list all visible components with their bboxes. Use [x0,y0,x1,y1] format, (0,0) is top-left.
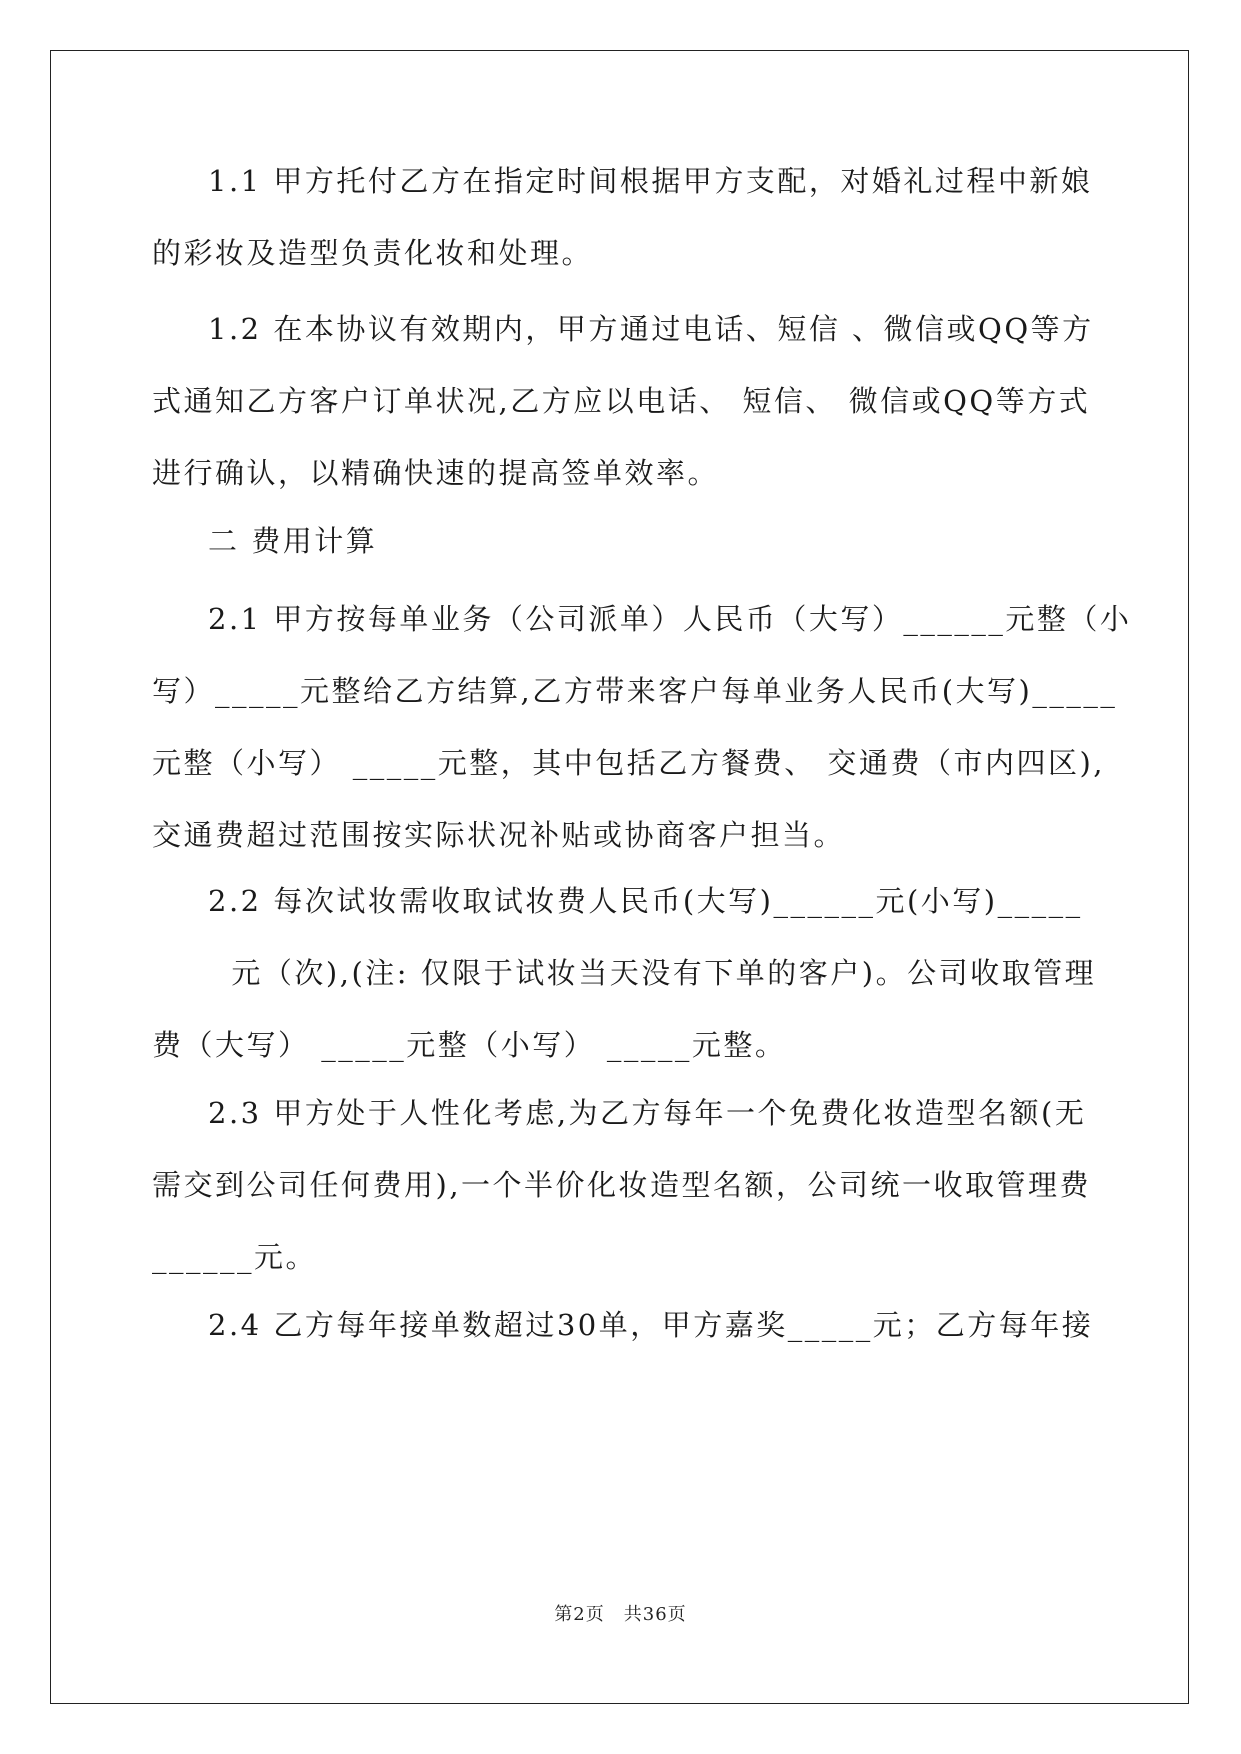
paragraph-line: 元整（小写） _____元整，其中包括乙方餐费、 交通费（市内四区), [152,746,1105,780]
paragraph-line: 2.3 甲方处于人性化考虑,为乙方每年一个免费化妆造型名额(无 [208,1096,1087,1130]
paragraph-line: 需交到公司任何费用),一个半价化妆造型名额，公司统一收取管理费 [152,1168,1092,1202]
paragraph-line: 的彩妆及造型负责化妆和处理。 [152,236,594,270]
paragraph-line: 二 费用计算 [208,524,378,558]
paragraph-line: 元（次),(注: 仅限于试妆当天没有下单的客户)。公司收取管理 [208,956,1097,990]
paragraph-line: 交通费超过范围按实际状况补贴或协商客户担当。 [152,818,846,852]
paragraph-line: 费（大写） _____元整（小写） _____元整。 [152,1028,787,1062]
paragraph-line: 进行确认，以精确快速的提高签单效率。 [152,456,720,490]
paragraph-line: 1.2 在本协议有效期内，甲方通过电话、短信 、微信或QQ等方 [208,312,1094,346]
paragraph-line: 1.1 甲方托付乙方在指定时间根据甲方支配，对婚礼过程中新娘 [208,164,1093,198]
paragraph-line: 2.2 每次试妆需收取试妆费人民币(大写)______元(小写)_____ [208,884,1083,918]
paragraph-line: 2.4 乙方每年接单数超过30单，甲方嘉奖_____元；乙方每年接 [208,1308,1094,1342]
page-footer: 第2页 共36页 [554,1604,687,1625]
paragraph-line: ______元。 [152,1240,318,1274]
paragraph-line: 式通知乙方客户订单状况,乙方应以电话、 短信、 微信或QQ等方式 [152,384,1091,418]
paragraph-line: 2.1 甲方按每单业务（公司派单）人民币（大写）______元整（小 [208,602,1132,636]
paragraph-line: 写）_____元整给乙方结算,乙方带来客户每单业务人民币(大写)_____ [152,674,1118,708]
